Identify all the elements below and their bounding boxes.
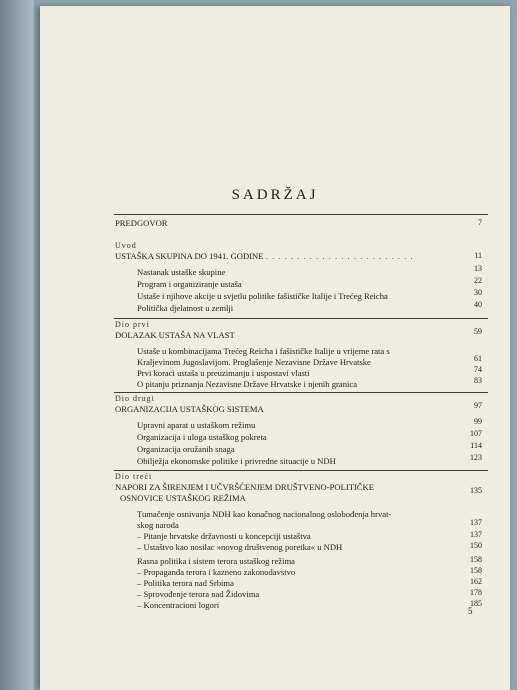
toc-entry: skog naroda	[137, 520, 179, 530]
toc-entry: Obilježja ekonomske politike i privredne situacije u NDH	[137, 456, 336, 466]
toc-entry-page: 40	[474, 300, 482, 309]
toc-entry: – Politika terora nad Srbima	[137, 578, 234, 588]
toc-entry: Program i organiziranje ustaša	[137, 279, 242, 289]
toc-predgovor	[115, 218, 487, 228]
toc-entry: – Pitanje hrvatske državnosti u koncepciji ustaštva	[137, 531, 311, 541]
toc-entry: – Ustaštvo kao nosilac »novog društvenog poretka« u NDH	[137, 542, 343, 552]
toc-predgovor-label: PREDGOVOR	[115, 218, 168, 228]
toc-entry-page: 137	[470, 518, 482, 527]
chapter-heading	[115, 251, 415, 261]
toc-entry-page: 137	[470, 530, 482, 539]
chapter-heading-text: OSNOVICE USTAŠKOG REŽIMA	[120, 493, 246, 503]
toc-entry: – Koncentracioni logori	[137, 600, 220, 610]
toc-entry-page: 114	[470, 441, 482, 450]
section-dio-prvi: Dio prvi	[115, 320, 150, 329]
toc-entry: – Sprovođenje terora nad Židovima	[137, 589, 260, 599]
toc-entry: Organizacija oružanih snaga	[137, 444, 235, 454]
chapter-page: 135	[470, 486, 482, 495]
chapter-heading	[115, 404, 415, 414]
toc-entry: Upravni aparat u ustaškom režimu	[137, 420, 256, 430]
chapter-heading	[115, 330, 415, 340]
toc-entry-page: 74	[474, 365, 482, 374]
section-rule	[114, 470, 488, 471]
page-number: 5	[468, 606, 473, 616]
chapter-page: 59	[474, 327, 482, 336]
toc-entry: Nastanak ustaške skupine	[137, 267, 226, 277]
chapter-heading-text: NAPORI ZA ŠIRENJEM I UČVRŠĆENJEM DRUŠTVENO-POLITIČKE	[115, 482, 375, 492]
toc-entry-page: 107	[470, 429, 482, 438]
chapter-page: 11	[474, 251, 482, 260]
book-spine-shadow	[0, 0, 34, 690]
toc-entry-page: 30	[474, 288, 482, 297]
chapter-heading-continued	[120, 493, 420, 503]
toc-entry-page: 22	[474, 276, 482, 285]
toc-entry: Politička djelatnost u zemlji	[137, 303, 234, 313]
chapter-heading-text: ORGANIZACIJA USTAŠKOG SISTEMA	[115, 404, 264, 414]
toc-entry: Prvi koraci ustaša u preuzimanju i uspostavi vlasti	[137, 368, 310, 378]
chapter-page: 97	[474, 401, 482, 410]
section-rule	[114, 318, 488, 319]
toc-entry-page: 158	[470, 566, 482, 575]
toc-entry: Tumačenje osnivanja NDH kao konačnog nacionalnog oslobođenja hrvat-	[137, 509, 392, 519]
book-page	[40, 6, 510, 690]
chapter-heading-text: DOLAZAK USTAŠA NA VLAST	[115, 330, 235, 340]
toc-entry: Organizacija i uloga ustaškog pokreta	[137, 432, 267, 442]
section-uvod: Uvod	[115, 241, 137, 250]
toc-entry: O pitanju priznanja Nezavisne Države Hrvatske i njenih granica	[137, 379, 358, 389]
toc-entry-page: 13	[474, 264, 482, 273]
leader-dots: . . . . . . . . . . . . . . . . . . . . . . . .	[265, 251, 414, 261]
toc-entry-page: 178	[470, 588, 482, 597]
page-title: SADRŽAJ	[231, 187, 319, 203]
toc-entry: Kraljevinom Jugoslavijom. Proglašenje Nezavisne Države Hrvatske	[137, 357, 371, 367]
chapter-heading-text: USTAŠKA SKUPINA DO 1941. GODINE	[115, 251, 264, 261]
toc-entry: – Propaganda terora i kazneno zakonodavstvo	[137, 567, 296, 577]
toc-entry-page: 123	[470, 453, 482, 462]
toc-entry-page: 61	[474, 354, 482, 363]
chapter-heading	[115, 482, 455, 492]
toc-entry-page: 162	[470, 577, 482, 586]
toc-entry-page: 158	[470, 555, 482, 564]
toc-entry-page: 185	[470, 599, 482, 608]
toc-entry-page: 99	[474, 417, 482, 426]
section-dio-treci: Dio treći	[115, 472, 153, 481]
toc-predgovor-page: 7	[478, 218, 482, 227]
toc-entry: Ustaše i njihove akcije u svjetlu politike fašističke Italije i Trećeg Reicha	[137, 291, 388, 301]
section-dio-drugi: Dio drugi	[115, 394, 155, 403]
section-rule	[114, 392, 488, 393]
toc-entry: Rasna politika i sistem terora ustaškog režima	[137, 556, 295, 566]
toc-entry: Ustaše u kombinacijama Trećeg Reicha i fašističke Italije u vrijeme rata s	[137, 346, 390, 356]
top-rule	[114, 214, 488, 215]
toc-entry-page: 83	[474, 376, 482, 385]
toc-entry-page: 150	[470, 541, 482, 550]
